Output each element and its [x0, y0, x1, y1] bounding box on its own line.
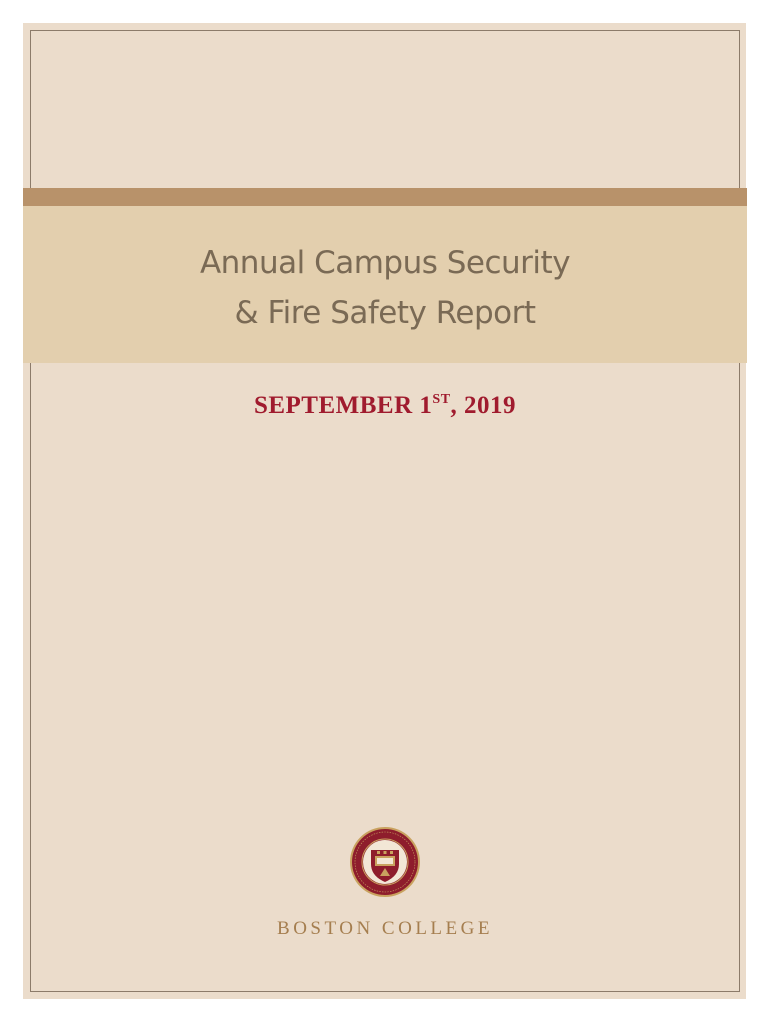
institution-name: BOSTON COLLEGE [277, 918, 493, 939]
report-date-year: , 2019 [450, 392, 517, 419]
report-title-line-1: Annual Campus Security [199, 245, 571, 281]
report-date-ordinal: ST [432, 392, 451, 407]
report-date [0, 392, 770, 420]
title-stripe [23, 188, 747, 206]
report-date-main: SEPTEMBER 1 [253, 392, 433, 419]
report-title-line-2: & Fire Safety Report [234, 295, 536, 331]
report-title [23, 238, 747, 338]
university-seal-icon [349, 826, 421, 898]
title-band [23, 188, 747, 363]
